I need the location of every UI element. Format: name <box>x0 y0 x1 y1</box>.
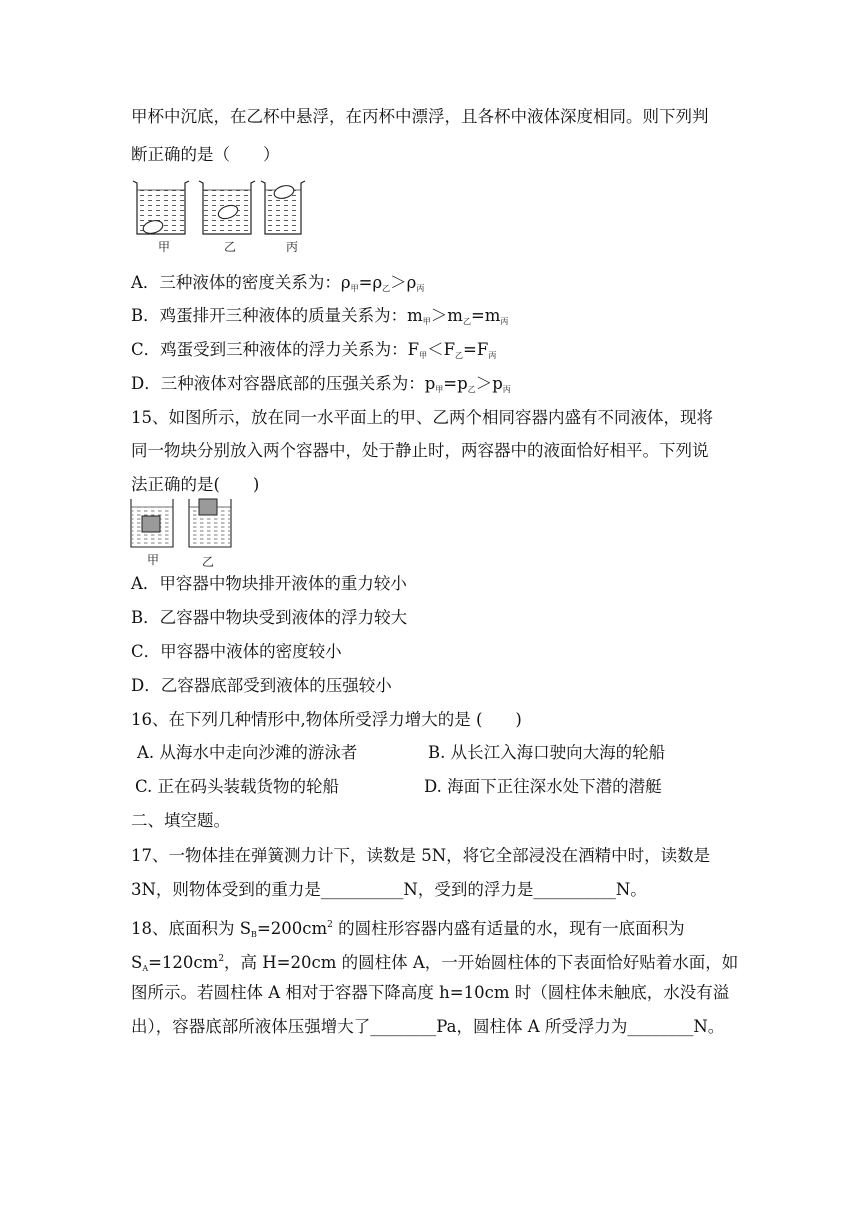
q14-option-c: C．鸡蛋受到三种液体的浮力关系为：$F_甲<F_乙=F_丙$ <box>131 340 497 360</box>
q14-stem-line1: 甲杯中沉底，在乙杯中悬浮，在丙杯中漂浮，且各杯中液体深度相同。则下列判 <box>131 107 709 126</box>
q14-option-a: A．三种液体的密度关系为：$\rho_甲=\rho_乙>\rho_丙$ <box>131 273 425 293</box>
q15-option-b: B．乙容器中物块受到液体的浮力较大 <box>131 608 408 627</box>
q18-line4: 出），容器底部所液体压强增大了________Pa，圆柱体 A 所受浮力为________N。 <box>131 1017 725 1036</box>
q16-option-a: A. 从海水中走向沙滩的游泳者 <box>137 743 358 762</box>
q17-line1: 17、一物体挂在弹簧测力计下，读数是 5N，将它全部浸没在酒精中时，读数是 <box>131 846 711 865</box>
q17-line2: 3N，则物体受到的重力是__________N，受到的浮力是__________N。 <box>131 880 647 899</box>
q18-line2: $S_A=120cm^2$，高 H=20cm 的圆柱体 A，一开始圆柱体的下表面恰好贴着水面，如 <box>131 953 739 973</box>
fig1-label-yi: 乙 <box>224 240 237 254</box>
fig1-label-bing: 丙 <box>286 240 299 254</box>
q18-line3: 图所示。若圆柱体 A 相对于容器下降高度 h=10cm 时（圆柱体未触底，水没有溢 <box>131 983 730 1002</box>
q16-option-c: C. 正在码头装载货物的轮船 <box>135 777 340 796</box>
beaker-jia <box>133 181 189 235</box>
q15-stem-line1: 15、如图所示，放在同一水平面上的甲、乙两个相同容器内盛有不同液体，现将 <box>131 408 713 427</box>
section-fill-in-heading: 二、填空题。 <box>131 811 230 830</box>
container-yi <box>189 499 231 547</box>
two-containers-figure <box>129 497 235 549</box>
beaker-bing <box>261 181 305 234</box>
q15-stem-line2: 同一物块分别放入两个容器中，处于静止时，两容器中的液面恰好相平。下列说 <box>131 441 709 460</box>
q15-stem-line3: 法正确的是( ) <box>131 475 260 494</box>
q15-option-c: C．甲容器中液体的密度较小 <box>131 642 342 661</box>
q16-option-d: D. 海面下正往深水处下潜的潜艇 <box>424 777 662 796</box>
q14-option-d: D．三种液体对容器底部的压强关系为：$p_甲=p_乙>p_丙$ <box>131 374 511 394</box>
q14-option-b: B．鸡蛋排开三种液体的质量关系为：$m_甲>m_乙=m_丙$ <box>131 306 509 326</box>
q18-line1: 18、底面积为 $S_B=200cm^2$ 的圆柱形容器内盛有适量的水，现有一底面积为 <box>131 919 685 939</box>
q15-option-a: A．甲容器中物块排开液体的重力较小 <box>131 574 407 593</box>
q14-stem-line2: 断正确的是（ ） <box>131 145 280 164</box>
fig2-label-jia: 甲 <box>147 553 160 567</box>
beaker-yi <box>199 181 255 234</box>
q16-stem: 16、在下列几种情形中,物体所受浮力增大的是 ( ) <box>131 710 522 729</box>
q16-option-b: B. 从长江入海口驶向大海的轮船 <box>428 743 666 762</box>
q15-option-d: D．乙容器底部受到液体的压强较小 <box>131 676 392 695</box>
three-beakers-figure <box>131 178 306 238</box>
fig1-label-jia: 甲 <box>158 240 171 254</box>
fig2-label-yi: 乙 <box>202 555 215 569</box>
container-jia <box>131 499 173 547</box>
